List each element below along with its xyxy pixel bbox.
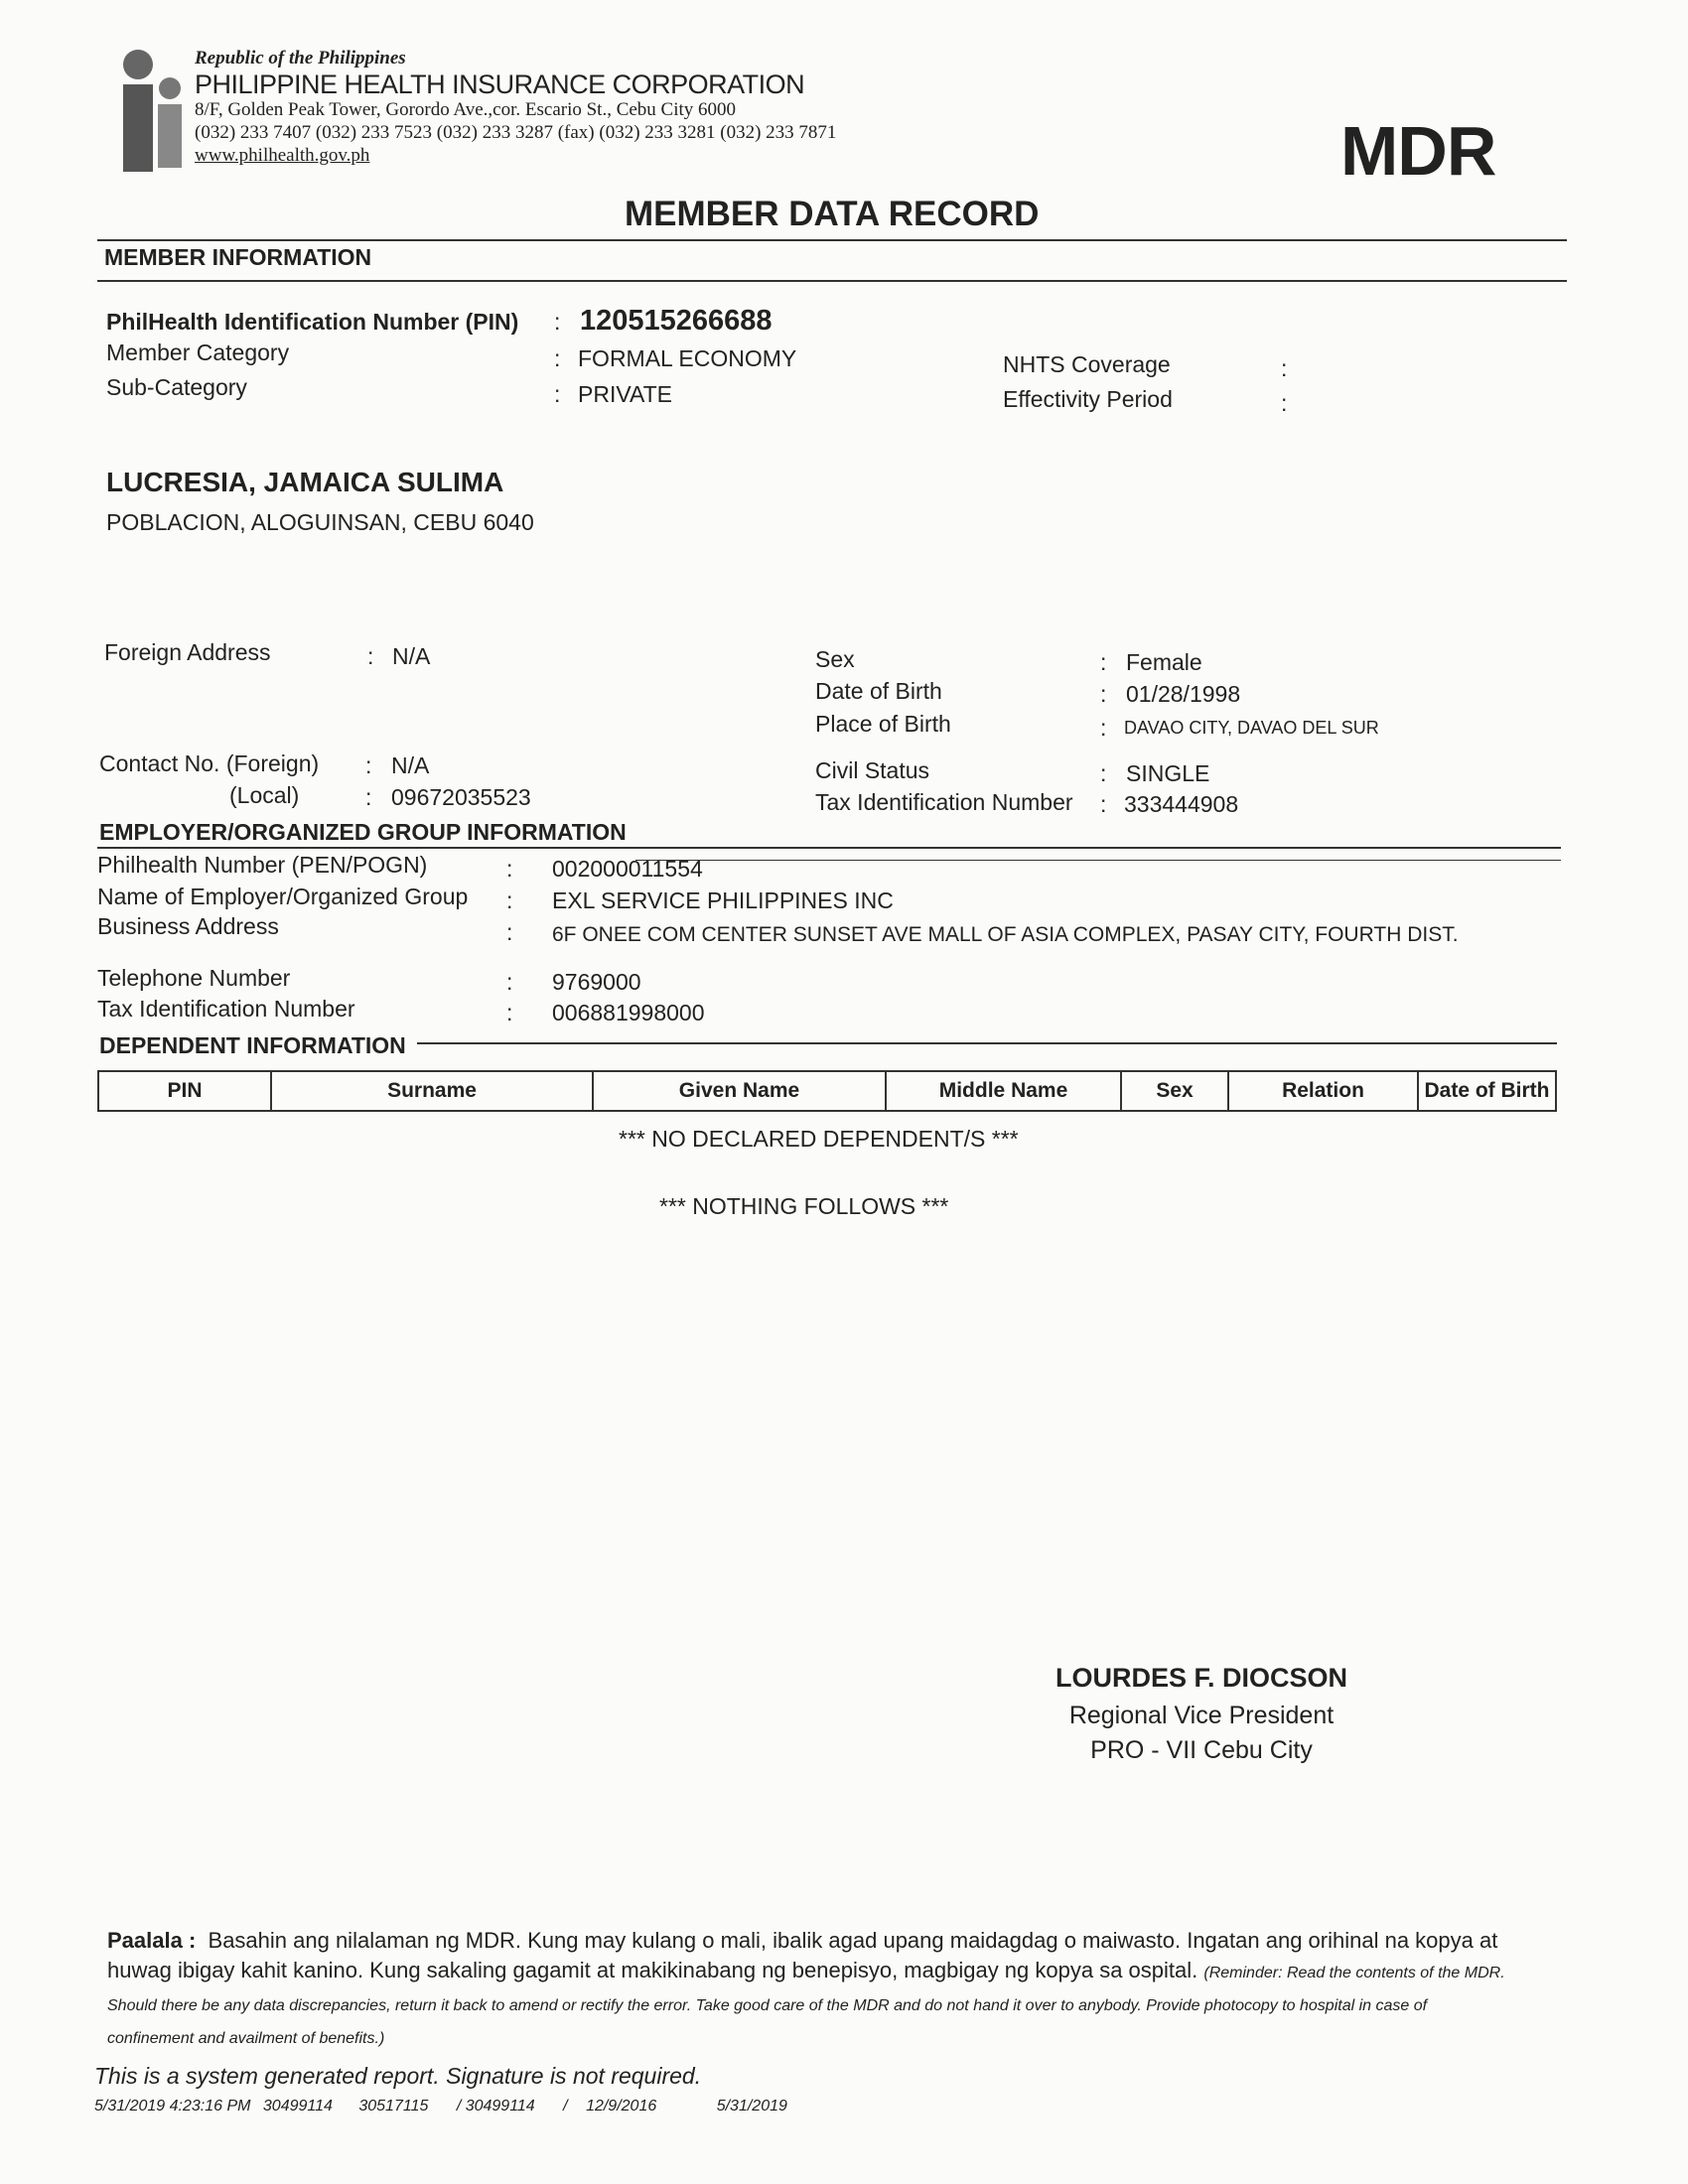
divider — [97, 847, 1561, 849]
colon: : — [1100, 791, 1107, 817]
member-category-value: FORMAL ECONOMY — [578, 345, 797, 371]
colon: : — [1100, 760, 1107, 786]
contact-foreign-value: N/A — [391, 752, 430, 778]
print-timestamp: 5/31/2019 4:23:16 PM — [94, 2098, 251, 2115]
dependents-table — [97, 1070, 1557, 1112]
colon: : — [506, 919, 513, 945]
website-link[interactable]: www.philhealth.gov.ph — [195, 145, 370, 166]
colon: : — [365, 752, 372, 778]
no-dependents-text: *** NO DECLARED DEPENDENT/S *** — [619, 1126, 1019, 1152]
colon: : — [506, 887, 513, 913]
print-date: 12/9/2016 — [586, 2098, 657, 2115]
business-address-label: Business Address — [97, 913, 279, 939]
col-surname: Surname — [271, 1071, 593, 1111]
colon: : — [1100, 649, 1107, 675]
section-member-information: MEMBER INFORMATION — [104, 244, 372, 270]
colon: : — [1281, 390, 1288, 416]
tin-value: 333444908 — [1124, 791, 1239, 817]
pin-value: 120515266688 — [580, 305, 773, 337]
employer-name-label: Name of Employer/Organized Group — [97, 884, 469, 909]
colon: : — [506, 969, 513, 995]
tin-label: Tax Identification Number — [815, 789, 1073, 815]
effectivity-period-label: Effectivity Period — [1003, 386, 1173, 412]
dob-value: 01/28/1998 — [1126, 681, 1241, 707]
colon: : — [367, 643, 374, 669]
col-relation: Relation — [1228, 1071, 1418, 1111]
signatory-block — [953, 1663, 1450, 1765]
colon: : — [554, 309, 561, 335]
signatory-office: PRO - VII Cebu City — [1090, 1736, 1313, 1764]
foreign-address-label: Foreign Address — [104, 639, 271, 665]
member-address: POBLACION, ALOGUINSAN, CEBU 6040 — [106, 509, 534, 535]
foreign-address-value: N/A — [392, 643, 431, 669]
print-code: 30517115 — [358, 2098, 429, 2115]
reminder-block — [107, 1926, 1517, 2054]
signatory-name: LOURDES F. DIOCSON — [1055, 1663, 1348, 1693]
colon: : — [554, 381, 561, 407]
section-employer-information: EMPLOYER/ORGANIZED GROUP INFORMATION — [99, 819, 627, 845]
reminder-text: Basahin ang nilalaman ng MDR. Kung may kulang o mali, ibalik agad upang maidagdag o maiwasto. Ingatan ang orihinal na kopya at huwag ibigay kahit kanino. Kung sakaling gagamit at makikinabang ng benepisyo, magbigay ng kopya sa ospital. — [107, 1928, 1498, 1982]
employer-tin-label: Tax Identification Number — [97, 996, 355, 1022]
member-category-label: Member Category — [106, 340, 290, 365]
colon: : — [554, 345, 561, 371]
colon: : — [1281, 355, 1288, 381]
employer-name-value: EXL SERVICE PHILIPPINES INC — [552, 887, 894, 913]
sex-value: Female — [1126, 649, 1202, 675]
civil-status-value: SINGLE — [1126, 760, 1210, 786]
col-date-of-birth: Date of Birth — [1418, 1071, 1556, 1111]
col-given-name: Given Name — [593, 1071, 886, 1111]
pob-value: DAVAO CITY, DAVAO DEL SUR — [1124, 718, 1379, 738]
mdr-badge: MDR — [1340, 112, 1496, 190]
signatory-title: Regional Vice President — [1068, 1702, 1335, 1729]
divider — [635, 860, 1561, 861]
corporation-phones: (032) 233 7407 (032) 233 7523 (032) 233 3287 (fax) (032) 233 3281 (032) 233 7871 — [195, 122, 837, 143]
col-pin: PIN — [98, 1071, 271, 1111]
divider — [417, 1042, 1557, 1044]
print-separator: / — [563, 2098, 568, 2115]
contact-local-label: (Local) — [229, 782, 300, 808]
col-middle-name: Middle Name — [886, 1071, 1121, 1111]
reminder-label: Paalala : — [107, 1928, 197, 1953]
page-title: MEMBER DATA RECORD — [625, 195, 1040, 233]
employer-tin-value: 006881998000 — [552, 1000, 705, 1025]
civil-status-label: Civil Status — [815, 757, 930, 783]
print-code: 30499114 — [262, 2098, 333, 2115]
system-note: This is a system generated report. Signature is not required. — [94, 2063, 702, 2089]
sub-category-value: PRIVATE — [578, 381, 672, 407]
print-code: / 30499114 — [456, 2098, 535, 2115]
employer-telephone-value: 9769000 — [552, 969, 641, 995]
contact-local-value: 09672035523 — [391, 784, 531, 810]
sub-category-label: Sub-Category — [106, 374, 247, 400]
employer-pen-label: Philhealth Number (PEN/POGN) — [97, 852, 428, 878]
pin-label: PhilHealth Identification Number (PIN) — [106, 309, 519, 335]
nhts-coverage-label: NHTS Coverage — [1003, 351, 1171, 377]
member-name: LUCRESIA, JAMAICA SULIMA — [106, 467, 504, 497]
colon: : — [365, 784, 372, 810]
table-header-row — [98, 1071, 1556, 1111]
colon: : — [1100, 715, 1107, 741]
corporation-address: 8/F, Golden Peak Tower, Gorordo Ave.,cor. Escario St., Cebu City 6000 — [195, 99, 737, 120]
colon: : — [506, 1000, 513, 1025]
colon: : — [1100, 681, 1107, 707]
philhealth-logo — [118, 49, 184, 176]
republic-text: Republic of the Philippines — [195, 48, 406, 68]
col-sex: Sex — [1121, 1071, 1228, 1111]
corporation-name: PHILIPPINE HEALTH INSURANCE CORPORATION — [195, 69, 805, 99]
employer-pen-value: 002000011554 — [552, 856, 703, 882]
print-info — [94, 2097, 787, 2116]
divider — [97, 239, 1567, 241]
reminder-english: (Reminder: Read the contents of the MDR. Should there be any data discrepancies, return it back to amend or rectify the error. Take good care of the MDR and do not hand it over to anybody. Provide photocopy to hospital in case of confinement and availment of benefits.) — [107, 1965, 1505, 2047]
dob-label: Date of Birth — [815, 678, 942, 704]
section-dependent-information: DEPENDENT INFORMATION — [99, 1032, 406, 1058]
sex-label: Sex — [815, 646, 855, 672]
business-address-value: 6F ONEE COM CENTER SUNSET AVE MALL OF ASIA COMPLEX, PASAY CITY, FOURTH DIST. — [552, 923, 1459, 946]
pob-label: Place of Birth — [815, 711, 951, 737]
contact-foreign-label: Contact No. (Foreign) — [99, 751, 320, 776]
print-date: 5/31/2019 — [716, 2098, 787, 2115]
divider — [97, 280, 1567, 282]
employer-telephone-label: Telephone Number — [97, 965, 291, 991]
colon: : — [506, 856, 513, 882]
nothing-follows-text: *** NOTHING FOLLOWS *** — [659, 1193, 949, 1219]
